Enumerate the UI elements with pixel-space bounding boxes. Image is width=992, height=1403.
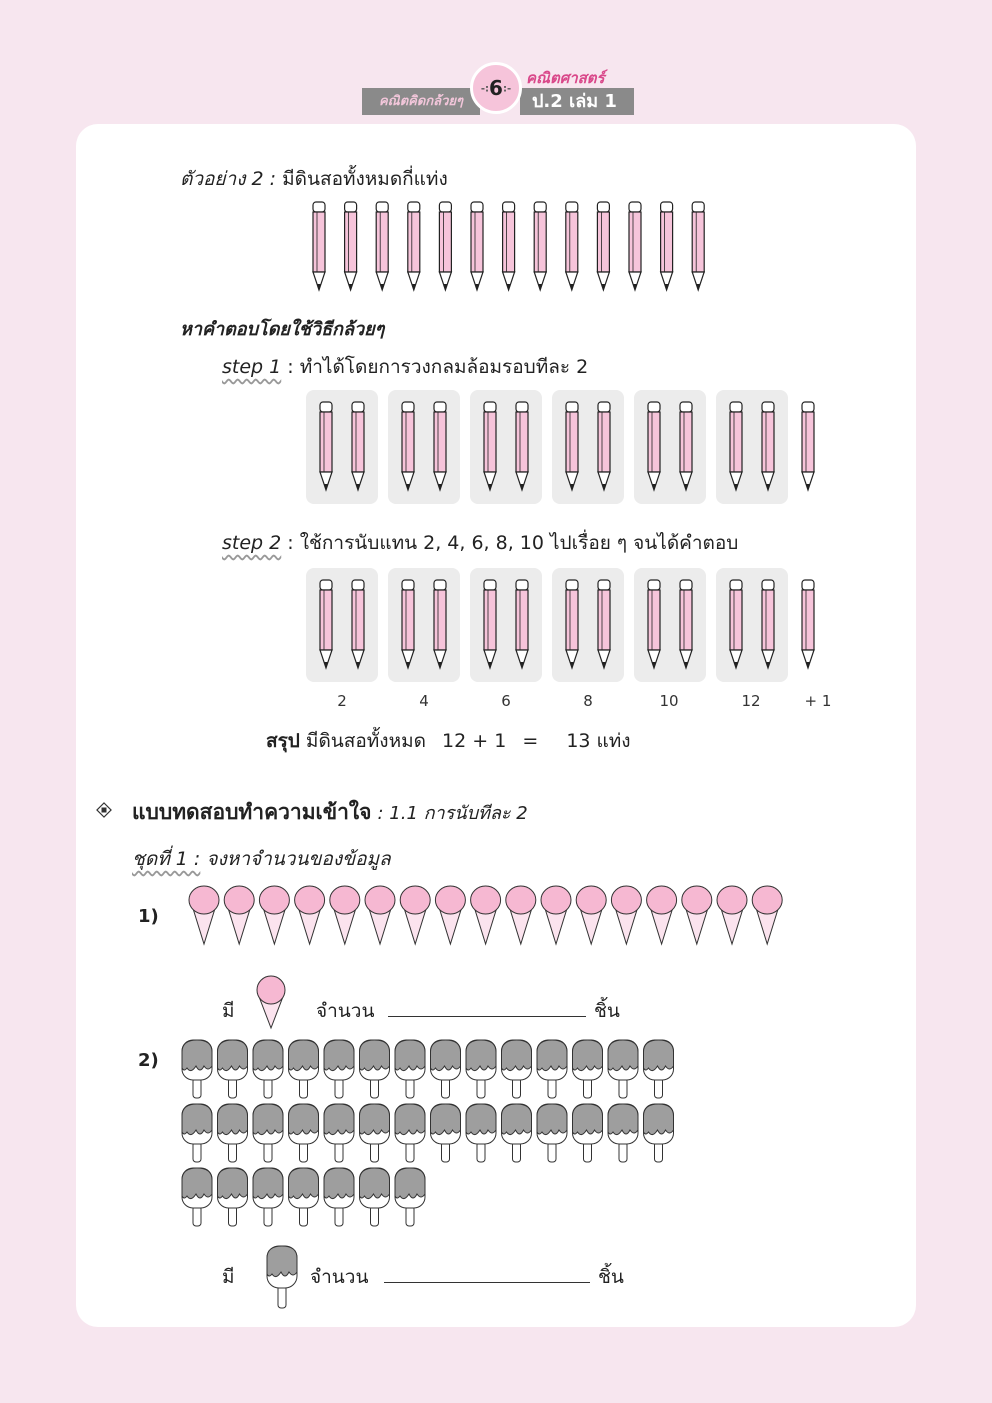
icecream-icon: [400, 886, 430, 944]
summary-result: 13 แท่ง: [566, 730, 631, 752]
icecream-icon: [365, 886, 395, 944]
icecream-icon: [259, 886, 289, 944]
popsicle-icon: [324, 1104, 354, 1162]
summary-equals: =: [522, 730, 539, 752]
pair-group-box: [388, 390, 460, 504]
popsicle-icon: [360, 1040, 390, 1098]
popsicle-icon: [182, 1168, 212, 1226]
count-label: 10: [659, 692, 679, 710]
icecream-icon: [717, 886, 747, 944]
icecream-icon: [647, 886, 677, 944]
pencil-icon: [802, 402, 814, 490]
icecream-icon: [189, 886, 219, 944]
exercise-subtitle: : 1.1 การนับทีละ 2: [377, 803, 528, 824]
icecream-icon: [295, 886, 325, 944]
pencil-icon: [402, 580, 414, 668]
icecream-icon: [752, 886, 782, 944]
summary-label: สรุป: [266, 730, 300, 752]
icecream-icon: [330, 886, 360, 944]
popsicle-icon: [182, 1104, 212, 1162]
popsicle-icon: [395, 1040, 425, 1098]
pencil-icon: [730, 580, 742, 668]
example-question: มีดินสอทั้งหมดกี่แท่ง: [282, 168, 448, 190]
q1-prefix: มี: [222, 1000, 235, 1022]
count-label: 4: [419, 692, 429, 710]
step2-text: : ใช้การนับแทน 2, 4, 6, 8, 10 ไปเรื่อย ๆ จนได้คำตอบ: [287, 532, 739, 554]
header-grade: ป.2 เล่ม 1: [520, 88, 634, 115]
popsicle-icon: [253, 1168, 283, 1226]
q1-icecream-row: [182, 882, 792, 950]
pencil-icon: [434, 402, 446, 490]
pair-group-box: [306, 390, 378, 504]
popsicle-icon: [502, 1040, 532, 1098]
icecream-icon: [506, 886, 536, 944]
pair-group-box: [306, 568, 378, 682]
popsicle-icon: [289, 1168, 319, 1226]
set-heading: [132, 844, 391, 874]
popsicle-icon: [253, 1104, 283, 1162]
pencil-icon: [484, 402, 496, 490]
page-number-badge: -:6:-: [470, 62, 522, 114]
set-label: ชุดที่ 1 :: [132, 848, 201, 870]
step2-pencil-groups: [300, 564, 840, 686]
popsicle-icon: [253, 1040, 283, 1098]
pencil-icon: [484, 580, 496, 668]
example-heading: [180, 164, 448, 194]
icecream-icon: [541, 886, 571, 944]
exercise-title: แบบทดสอบทำความเข้าใจ: [132, 800, 372, 824]
popsicle-icon: [264, 1244, 300, 1310]
set-instruction: จงหาจำนวนของข้อมูล: [206, 848, 391, 870]
pencil-icon: [598, 580, 610, 668]
popsicle-icon: [360, 1104, 390, 1162]
example-label: ตัวอย่าง 2 :: [180, 168, 277, 190]
bullet-diamond-icon: [96, 802, 112, 818]
summary-expression: 12 + 1: [442, 730, 507, 752]
pencil-icon: [320, 580, 332, 668]
pencil-icon: [566, 580, 578, 668]
step1-label: step 1: [222, 356, 282, 378]
icecream-icon: [435, 886, 465, 944]
q2-suffix: ชิ้น: [598, 1266, 624, 1288]
icecream-icon: [682, 886, 712, 944]
count-label: 6: [501, 692, 511, 710]
pencil-icon: [408, 202, 420, 290]
pencil-icon: [352, 402, 364, 490]
q2-middle: จำนวน: [310, 1266, 369, 1288]
popsicle-icon: [644, 1040, 674, 1098]
q2-prefix: มี: [222, 1266, 235, 1288]
pencil-icon: [471, 202, 483, 290]
count-label: + 1: [804, 692, 832, 710]
pencil-icon: [629, 202, 641, 290]
pencil-icon: [692, 202, 704, 290]
icecream-icon: [252, 972, 290, 1030]
summary-line: [266, 726, 631, 756]
pencil-icon: [534, 202, 546, 290]
q1-middle: จำนวน: [316, 1000, 375, 1022]
header-subject: คณิตศาสตร์: [526, 69, 605, 87]
pair-group-box: [552, 390, 624, 504]
pair-group-box: [470, 390, 542, 504]
popsicle-icon: [608, 1040, 638, 1098]
pencil-icon: [352, 580, 364, 668]
pair-group-box: [634, 390, 706, 504]
icecream-icon: [611, 886, 641, 944]
pair-group-box: [716, 568, 788, 682]
q2-number: 2): [138, 1050, 159, 1071]
count-label: 2: [337, 692, 347, 710]
pencil-icon: [313, 202, 325, 290]
pair-group-box: [552, 568, 624, 682]
page-number: 6: [489, 76, 503, 100]
q1-answer-blank[interactable]: [388, 1016, 586, 1017]
icecream-icon: [224, 886, 254, 944]
popsicle-icon: [218, 1168, 248, 1226]
pencil-icon: [402, 402, 414, 490]
pencil-icon: [680, 402, 692, 490]
pencil-icon: [802, 580, 814, 668]
pencil-icon: [566, 202, 578, 290]
pencil-icon: [680, 580, 692, 668]
step1-pencil-groups: [300, 386, 840, 508]
step2-label: step 2: [222, 532, 282, 554]
q1-number: 1): [138, 906, 159, 927]
popsicle-icon: [431, 1040, 461, 1098]
popsicle-icon: [431, 1104, 461, 1162]
example-pencil-row: [300, 198, 720, 294]
pencil-icon: [661, 202, 673, 290]
popsicle-icon: [395, 1168, 425, 1226]
count-label: 8: [583, 692, 593, 710]
q2-popsicle-grid: [178, 1038, 698, 1234]
popsicle-icon: [289, 1104, 319, 1162]
pencil-icon: [598, 402, 610, 490]
icecream-icon: [576, 886, 606, 944]
pair-group-box: [470, 568, 542, 682]
pencil-icon: [516, 402, 528, 490]
step2-line: [222, 528, 738, 558]
pencil-icon: [648, 580, 660, 668]
pencil-icon: [320, 402, 332, 490]
step1-line: [222, 352, 588, 382]
popsicle-icon: [573, 1104, 603, 1162]
popsicle-icon: [466, 1040, 496, 1098]
popsicle-icon: [537, 1104, 567, 1162]
icecream-icon: [471, 886, 501, 944]
exercise-heading: [132, 796, 528, 829]
pair-group-box: [716, 390, 788, 504]
popsicle-icon: [466, 1104, 496, 1162]
pencil-icon: [566, 402, 578, 490]
popsicle-icon: [218, 1104, 248, 1162]
header-series: คณิตคิดกล้วยๆ: [362, 88, 480, 115]
popsicle-icon: [573, 1040, 603, 1098]
pair-group-box: [388, 568, 460, 682]
step1-text: : ทำได้โดยการวงกลมล้อมรอบทีละ 2: [287, 356, 589, 378]
popsicle-icon: [395, 1104, 425, 1162]
count-label: 12: [741, 692, 761, 710]
popsicle-icon: [644, 1104, 674, 1162]
pencil-icon: [762, 402, 774, 490]
popsicle-icon: [324, 1040, 354, 1098]
q1-suffix: ชิ้น: [594, 1000, 620, 1022]
pencil-icon: [762, 580, 774, 668]
pencil-icon: [516, 580, 528, 668]
summary-text: มีดินสอทั้งหมด: [305, 730, 426, 752]
popsicle-icon: [537, 1040, 567, 1098]
popsicle-icon: [502, 1104, 532, 1162]
popsicle-icon: [182, 1040, 212, 1098]
pencil-icon: [503, 202, 515, 290]
pencil-icon: [376, 202, 388, 290]
popsicle-icon: [218, 1040, 248, 1098]
pencil-icon: [434, 580, 446, 668]
popsicle-icon: [324, 1168, 354, 1226]
popsicle-icon: [608, 1104, 638, 1162]
pencil-icon: [439, 202, 451, 290]
method-title: หาคำตอบโดยใช้วิธีกล้วยๆ: [180, 319, 385, 340]
pencil-icon: [648, 402, 660, 490]
popsicle-icon: [289, 1040, 319, 1098]
q2-answer-blank[interactable]: [384, 1282, 590, 1283]
pair-group-box: [634, 568, 706, 682]
pencil-icon: [345, 202, 357, 290]
pencil-icon: [730, 402, 742, 490]
pencil-icon: [597, 202, 609, 290]
popsicle-icon: [360, 1168, 390, 1226]
